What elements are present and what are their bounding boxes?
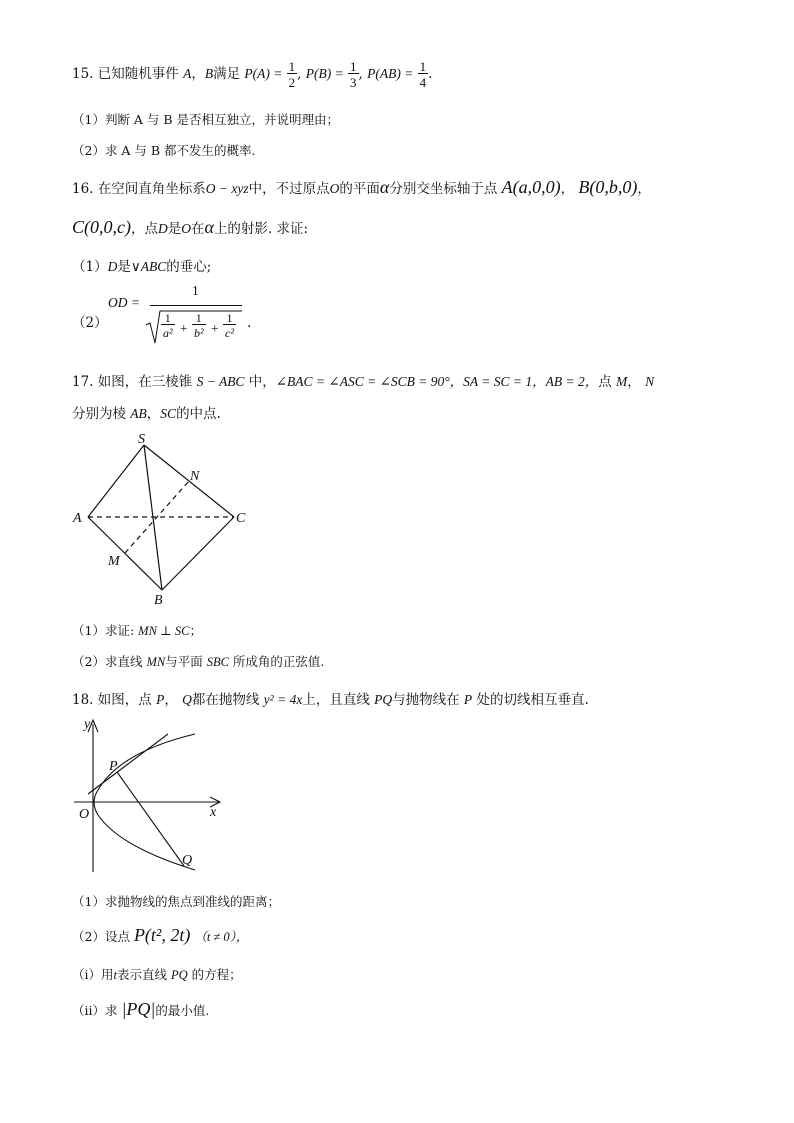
q17-angles: ∠BAC = ∠ASC = ∠SCB = 90°，SA = SC = 1，AB = 2， <box>275 374 599 389</box>
q17-line2: 分别为棱 AB，SC的中点. <box>72 406 221 422</box>
q18-line1: 18. 如图，点 P， Q都在抛物线 y² = 4x上，且直线 PQ与抛物线在 P 处的切线相互垂直. <box>72 692 589 708</box>
q18-sub2: （ii）求 |PQ|的最小值. <box>72 999 210 1019</box>
q16-formula-one: 1 <box>192 283 199 298</box>
fig17-label-a: A <box>73 511 82 526</box>
q15-pa: P(A) = <box>244 66 283 81</box>
q18-number: 18. <box>72 692 94 708</box>
q16-point-a: A(a,0,0) <box>501 177 561 197</box>
q16-point-c: C(0,0,c) <box>72 217 131 237</box>
fig17-label-s: S <box>138 432 145 447</box>
q15-stem: 15. 已知随机事件 A，B满足 P(A) = $\frac{1}{2}$ , P(B) = $\frac{1}{3}$ , P(AB) = $\frac{1}{4}$ . <box>72 59 433 90</box>
q15-frac-third: $\frac{1}{3}$ <box>350 59 357 90</box>
tangent-line <box>88 734 168 794</box>
fig17-label-c: C <box>236 511 246 526</box>
q15-part1: （1）判断 A 与 B 是否相互独立，并说明理由； <box>72 112 340 127</box>
fig17-label-b: B <box>154 593 163 608</box>
q15-frac-half: $\frac{1}{2}$ <box>288 59 296 90</box>
q16-part1: （1）D是∨ABC的垂心; <box>72 259 212 275</box>
q16-point-b: B(0,b,0) <box>578 177 638 197</box>
q15-pab: P(AB) = <box>367 66 414 81</box>
q18-point-p: P(t², 2t) <box>133 925 191 945</box>
fig18-label-y: y <box>84 717 91 732</box>
pq-line <box>117 772 184 866</box>
q15-pb: P(B) = <box>305 66 344 81</box>
q15-part2: （2）求 A 与 B 都不发生的概率. <box>72 143 256 158</box>
q17-pyramid-figure <box>68 428 268 608</box>
q18-sub1: （i）用t表示直线 PQ 的方程； <box>72 967 242 982</box>
fig18-label-q: Q <box>182 853 193 868</box>
q16-frac-a: $\frac{1}{\text{a²}}$ <box>163 311 173 340</box>
fig18-label-p: P <box>109 759 118 774</box>
q17-part2: （2）求直线 MN与平面 SBC 所成角的正弦值. <box>72 654 325 669</box>
q16-line2: C(0,0,c)，点D是O在α上的射影. 求证: <box>72 217 309 237</box>
fig17-label-m: M <box>108 554 120 569</box>
q16-od: OD = <box>108 295 140 310</box>
q16-line1: 16. 在空间直角坐标系O − xyz中，不过原点O的平面α分别交坐标轴于点 A(a,0,0)， B(0,b,0)， <box>72 177 651 197</box>
q16-fraction-bar <box>150 305 242 306</box>
q18-parabola-figure <box>70 712 240 882</box>
fig18-label-o: O <box>79 807 90 822</box>
q15-number: 15. <box>72 66 94 82</box>
q18-part1: （1）求抛物线的焦点到准线的距离； <box>72 894 280 909</box>
fig17-label-n: N <box>190 469 200 484</box>
q16-frac-c: $\frac{1}{\text{c²}}$ <box>225 311 234 340</box>
q17-number: 17. <box>72 374 94 390</box>
fig18-label-x: x <box>210 805 217 820</box>
q15-frac-quarter: $\frac{1}{4}$ <box>419 59 427 90</box>
q16-number: 16. <box>72 181 94 197</box>
q18-part2: （2）设点 P(t², 2t) （t ≠ 0）， <box>72 925 249 945</box>
q16-frac-b: $\frac{1}{\text{b²}}$ <box>194 311 204 340</box>
q17-line1: 17. 如图，在三棱锥 S − ABC 中，∠BAC = ∠ASC = ∠SCB = 90°，SA = SC = 1，AB = 2，点 M， N <box>72 374 655 390</box>
q17-part1: （1）求证: MN ⊥ SC； <box>72 623 203 638</box>
